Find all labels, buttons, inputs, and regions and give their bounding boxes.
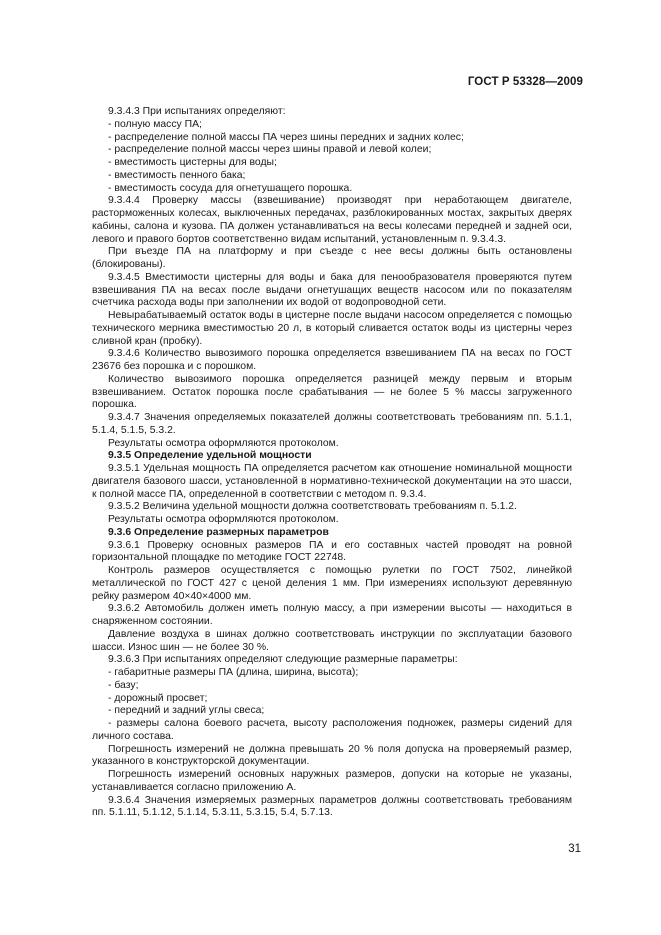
paragraph: 9.3.4.6 Количество вывозимого порошка определяется взвешиванием ПА на весах по ГОСТ 23676 без порошка и с порошком. <box>92 348 572 372</box>
paragraph: 9.3.6.3 При испытаниях определяют следующие размерные параметры: <box>108 654 458 666</box>
document-body <box>92 106 572 820</box>
list-item: - распределение полной массы ПА через шины передних и задних колес; <box>108 131 464 143</box>
paragraph: 9.3.5.1 Удельная мощность ПА определяется расчетом как отношение номинальной мощности двигателя базового шасси, установленной в нормативно-технической документации на это шасси, к полной массе ПА, определенной в соответствии с методом п. 9.3.4. <box>92 463 572 500</box>
list-item: - полную массу ПА; <box>108 118 202 130</box>
list-item: - вместимость пенного бака; <box>108 169 246 181</box>
paragraph: 9.3.6.2 Автомобиль должен иметь полную массу, а при измерении высоты — находиться в снаряженном состоянии. <box>92 603 572 627</box>
section-heading: 9.3.6 Определение размерных параметров <box>108 526 329 538</box>
paragraph: 9.3.4.4 Проверку массы (взвешивание) производят при неработающем двигателе, расторможенных колесах, выключенных передачах, разблокированных мостах, закрытых дверях кабины, салона и кузова. ПА должен устанавливаться на весы колесами передней и задней оси, левого и правого бортов соответственно видам испытаний, установленным п. 9.3.4.3. <box>92 195 572 245</box>
paragraph: 9.3.6.4 Значения измеряемых размерных параметров должны соответствовать требованиям пп. 5.1.11, 5.1.12, 5.1.14, 5.3.11, 5.3.15, 5.4, 5.7.13. <box>92 794 572 819</box>
paragraph: 9.3.5.2 Величина удельной мощности должна соответствовать требованиям п. 5.1.2. <box>108 501 517 513</box>
standard-header: ГОСТ Р 53328—2009 <box>467 76 583 88</box>
paragraph: Количество вывозимого порошка определяется разницей между первым и вторым взвешиванием. Остаток порошка после срабатывания — не более 5 % массы загруженного порошка. <box>92 373 572 411</box>
list-item: - передний и задний углы свеса; <box>108 705 265 717</box>
paragraph: Погрешность измерений не должна превышать 20 % поля допуска на проверяемый размер, указанного в конструкторской документации. <box>92 743 572 768</box>
paragraph: 9.3.4.7 Значения определяемых показателей должны соответствовать требованиям пп. 5.1.1, 5.1.4, 5.1.5, 5.3.2. <box>92 412 572 436</box>
list-item: - габаритные размеры ПА (длина, ширина, высота); <box>108 667 359 678</box>
paragraph: Невырабатываемый остаток воды в цистерне после выдачи насосом определяется с помощью технического мерника вместимостью 20 л, в который сливается остаток воды из цистерны через сливной кран (пробку). <box>92 310 572 347</box>
section-heading: 9.3.5 Определение удельной мощности <box>108 450 312 462</box>
paragraph: Погрешность измерений основных наружных размеров, допуски на которые не указаны, устанавливается согласно приложению А. <box>92 769 572 793</box>
list-item: - распределение полной массы через шины правой и левой колеи; <box>108 144 432 156</box>
page-number: 31 <box>568 843 581 855</box>
paragraph: Давление воздуха в шинах должно соответствовать инструкции по эксплуатации базового шасси. Износ шин — не более 30 %. <box>92 628 572 653</box>
list-item: - размеры салона боевого расчета, высоту расположения подножек, размеры сидений для личного состава. <box>92 718 572 742</box>
list-item: - базу; <box>108 679 139 691</box>
paragraph: Результаты осмотра оформляются протоколом. <box>108 514 339 525</box>
list-item: - вместимость цистерны для воды; <box>108 157 277 168</box>
paragraph: Результаты осмотра оформляются протоколом. <box>108 437 339 449</box>
list-item: - дорожный просвет; <box>108 692 208 704</box>
paragraph: 9.3.6.1 Проверку основных размеров ПА и его составных частей проводят на ровной горизонтальной площадке по методике ГОСТ 22748. <box>92 539 572 564</box>
paragraph: 9.3.4.3 При испытаниях определяют: <box>108 106 286 117</box>
paragraph: 9.3.4.5 Вместимости цистерны для воды и бака для пенообразователя проверяются путем взвешивания ПА на весах после выдачи огнетушащих веществ насосом или по показателям счетчика расхода воды при заполнении их водой от водопроводной сети. <box>92 271 572 309</box>
paragraph: При въезде ПА на платформу и при съезде с нее весы должны быть остановлены (блокированы). <box>92 246 572 270</box>
paragraph: Контроль размеров осуществляется с помощью рулетки по ГОСТ 7502, линейкой металлической по ГОСТ 427 с ценой деления 1 мм. При измерениях используют деревянную рейку размером 40×40×4000 мм. <box>92 565 572 602</box>
list-item: - вместимость сосуда для огнетушащего порошка. <box>108 182 353 194</box>
